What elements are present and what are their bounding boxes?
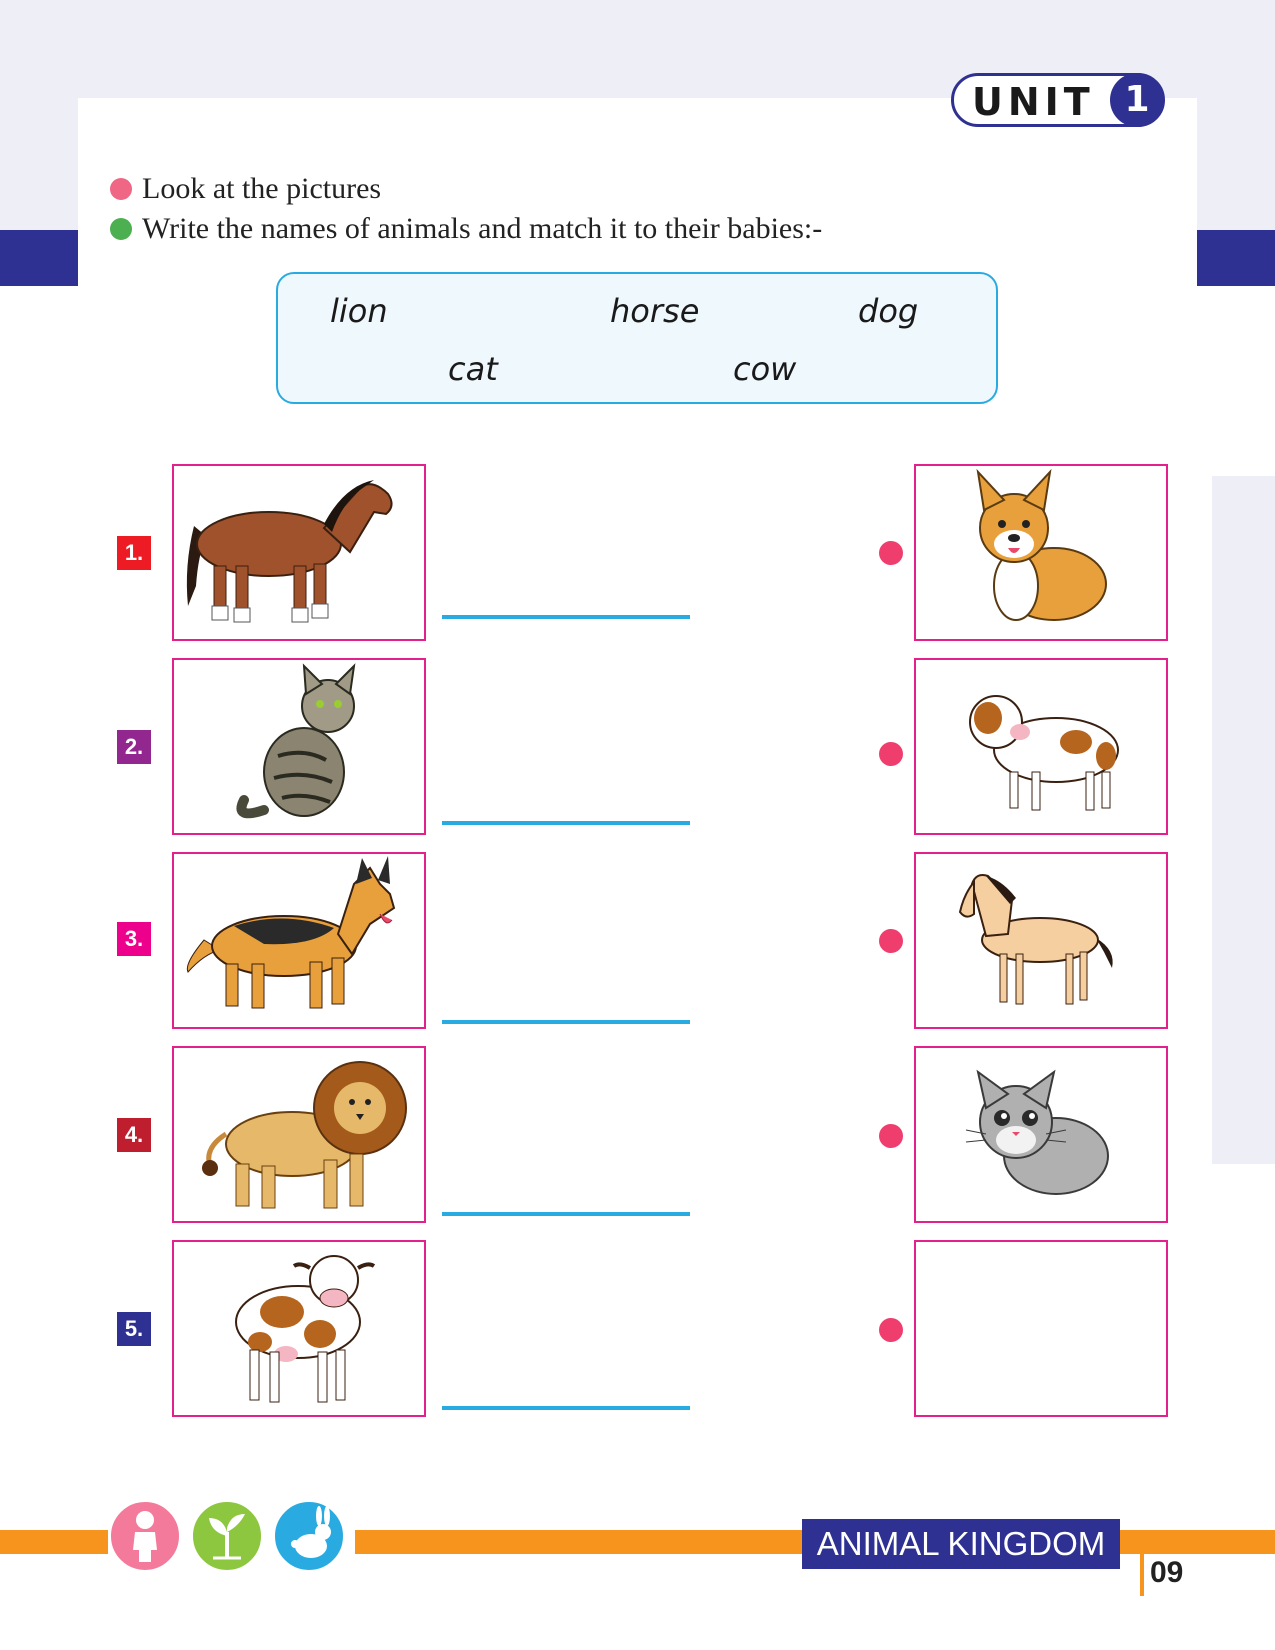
rabbit-icon <box>272 1499 346 1573</box>
answer-line-5[interactable] <box>442 1406 690 1410</box>
side-strip <box>1212 476 1275 1164</box>
answer-line-3[interactable] <box>442 1020 690 1024</box>
cat-icon <box>174 660 424 833</box>
match-dot-2[interactable] <box>879 742 903 766</box>
unit-label: UNIT <box>972 80 1095 124</box>
kitten-icon <box>916 1048 1166 1221</box>
match-dot-5[interactable] <box>879 1318 903 1342</box>
page-number-bar <box>1140 1554 1144 1596</box>
horse-picture-box <box>172 464 426 641</box>
item-number-2: 2. <box>117 730 151 764</box>
calf-picture-box <box>914 658 1168 835</box>
match-dot-1[interactable] <box>879 541 903 565</box>
lion-icon <box>174 1048 424 1221</box>
cow-icon <box>174 1242 424 1415</box>
word-lion: lion <box>330 292 388 330</box>
instruction-1 <box>110 172 381 206</box>
header-accent-right <box>1197 230 1275 286</box>
footer-stripe-left <box>0 1530 108 1554</box>
foal-icon <box>916 854 1166 1027</box>
item-number-4: 4. <box>117 1118 151 1152</box>
kitten-picture-box <box>914 1046 1168 1223</box>
unit-number: 1 <box>1110 73 1164 127</box>
cow-picture-box <box>172 1240 426 1417</box>
green-bullet-icon <box>110 218 132 240</box>
dog-picture-box <box>172 852 426 1029</box>
header-accent-left <box>0 230 78 286</box>
instruction-2 <box>110 212 822 246</box>
plant-icon <box>190 1499 264 1573</box>
instruction-2-text: Write the names of animals and match it to their babies:- <box>142 212 823 245</box>
lion-picture-box <box>172 1046 426 1223</box>
match-dot-4[interactable] <box>879 1124 903 1148</box>
word-dog: dog <box>858 292 919 330</box>
word-cow: cow <box>733 350 797 388</box>
horse-icon <box>174 466 424 639</box>
cat-picture-box <box>172 658 426 835</box>
puppy-icon <box>916 466 1166 639</box>
item-number-1: 1. <box>117 536 151 570</box>
foal-picture-box <box>914 852 1168 1029</box>
page-number: 09 <box>1150 1556 1184 1589</box>
child-icon <box>108 1499 182 1573</box>
answer-line-2[interactable] <box>442 821 690 825</box>
word-horse: horse <box>610 292 700 330</box>
footer-title: ANIMAL KINGDOM <box>802 1519 1120 1569</box>
puppy-picture-box <box>914 464 1168 641</box>
footer-stripe-right <box>1120 1530 1275 1554</box>
footer-stripe-middle <box>355 1530 803 1554</box>
match-dot-3[interactable] <box>879 929 903 953</box>
word-bank <box>276 272 998 404</box>
unit-badge <box>951 73 1165 127</box>
item-number-5: 5. <box>117 1312 151 1346</box>
dog-icon <box>174 854 424 1027</box>
empty-picture-box <box>914 1240 1168 1417</box>
answer-line-1[interactable] <box>442 615 690 619</box>
answer-line-4[interactable] <box>442 1212 690 1216</box>
calf-icon <box>916 660 1166 833</box>
instruction-1-text: Look at the pictures <box>142 172 382 205</box>
item-number-3: 3. <box>117 922 151 956</box>
pink-bullet-icon <box>110 178 132 200</box>
word-cat: cat <box>448 350 498 388</box>
